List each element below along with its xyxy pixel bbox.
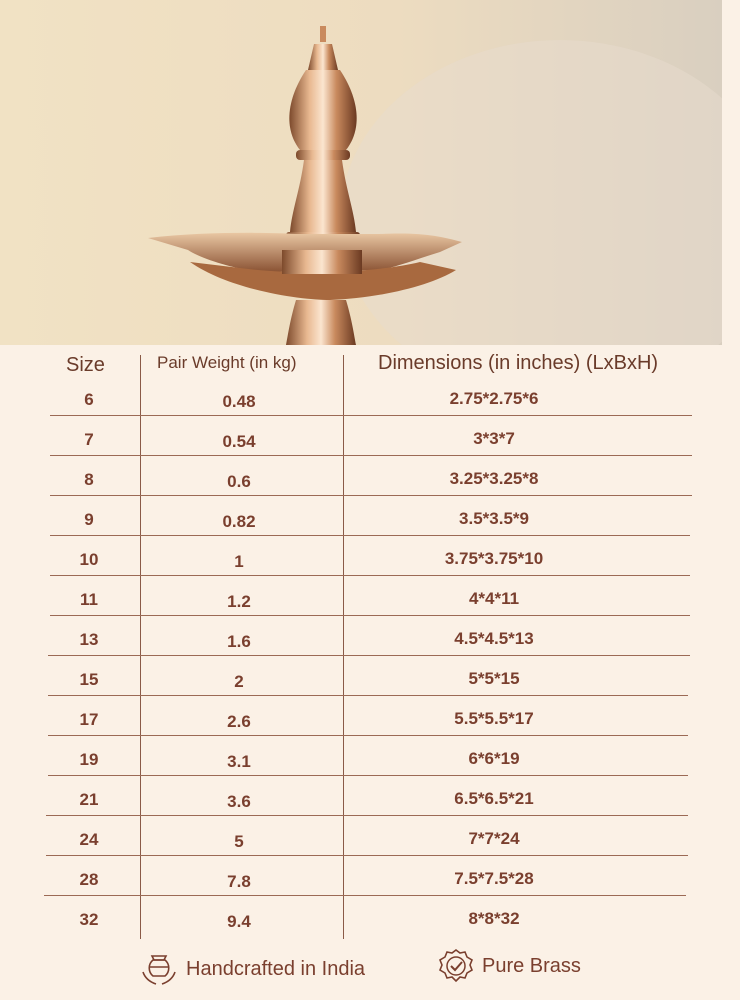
header-dimensions: Dimensions (in inches) (LxBxH) (378, 352, 659, 374)
pure-brass-badge (438, 948, 581, 984)
dimensions-cell: 3.5*3.5*9 (459, 509, 529, 528)
pot-in-hands-icon (140, 950, 178, 988)
table-row (0, 630, 740, 670)
table-row (0, 550, 740, 590)
table-row (0, 470, 740, 510)
dimensions-cell: 6*6*19 (468, 749, 520, 768)
weight-cell: 0.82 (222, 512, 256, 531)
row-divider (50, 455, 692, 456)
dimensions-cell: 3*3*7 (473, 429, 515, 448)
weight-cell: 2 (234, 672, 244, 691)
row-divider (50, 495, 692, 496)
size-cell: 13 (79, 630, 99, 649)
size-cell: 10 (79, 550, 99, 569)
footer-badges (0, 945, 740, 1000)
row-divider (46, 815, 688, 816)
row-divider (48, 695, 688, 696)
handcrafted-badge (140, 950, 365, 988)
row-divider (50, 535, 690, 536)
dimensions-cell: 8*8*32 (468, 909, 520, 928)
handcrafted-label: Handcrafted in India (186, 957, 366, 980)
dimensions-cell: 3.75*3.75*10 (444, 549, 544, 568)
size-cell: 11 (80, 590, 98, 609)
size-cell: 8 (84, 470, 94, 489)
dimensions-cell: 7*7*24 (468, 829, 520, 848)
size-cell: 28 (79, 870, 99, 889)
table-row (0, 790, 740, 830)
header-pair-weight: Pair Weight (in kg) (157, 353, 297, 372)
size-cell: 21 (79, 790, 99, 809)
weight-cell: 0.6 (227, 472, 251, 491)
table-row (0, 670, 740, 710)
check-seal-icon (438, 948, 474, 984)
weight-cell: 9.4 (227, 912, 251, 931)
weight-cell: 5 (234, 832, 244, 851)
table-row (0, 830, 740, 870)
weight-cell: 2.6 (227, 712, 251, 731)
weight-cell: 0.54 (222, 432, 256, 451)
header-size: Size (66, 354, 105, 376)
size-cell: 24 (79, 830, 99, 849)
table-row (0, 910, 740, 950)
weight-cell: 1.2 (227, 592, 251, 611)
size-cell: 7 (84, 430, 94, 449)
size-cell: 9 (84, 510, 94, 529)
weight-cell: 3.6 (227, 792, 251, 811)
table-row (0, 710, 740, 750)
weight-cell: 1 (234, 552, 244, 571)
row-divider (48, 655, 690, 656)
table-row (0, 870, 740, 910)
brass-lamp-image (0, 0, 722, 345)
size-cell: 32 (79, 910, 99, 929)
row-divider (50, 415, 692, 416)
dimensions-cell: 5.5*5.5*17 (454, 709, 534, 728)
dimensions-cell: 6.5*6.5*21 (454, 789, 534, 808)
dimensions-cell: 4.5*4.5*13 (454, 629, 534, 648)
table-row (0, 510, 740, 550)
row-divider (50, 615, 690, 616)
size-chart-table (0, 345, 740, 945)
table-row (0, 590, 740, 630)
product-photo (0, 0, 722, 345)
dimensions-cell: 5*5*15 (468, 669, 520, 688)
size-cell: 15 (79, 670, 99, 689)
size-cell: 6 (84, 390, 94, 409)
row-divider (48, 775, 688, 776)
dimensions-cell: 4*4*11 (468, 589, 520, 608)
size-cell: 19 (79, 750, 99, 769)
table-row (0, 430, 740, 470)
pure-brass-label: Pure Brass (482, 954, 581, 977)
weight-cell: 0.48 (222, 392, 256, 411)
row-divider (50, 575, 690, 576)
row-divider (46, 855, 688, 856)
row-divider (44, 895, 686, 896)
size-cell: 17 (79, 710, 99, 729)
row-divider (48, 735, 688, 736)
weight-cell: 1.6 (227, 632, 251, 651)
dimensions-cell: 2.75*2.75*6 (449, 389, 539, 408)
table-row (0, 750, 740, 790)
dimensions-cell: 3.25*3.25*8 (449, 469, 539, 488)
table-row (0, 390, 740, 430)
weight-cell: 7.8 (227, 872, 251, 891)
dimensions-cell: 7.5*7.5*28 (454, 869, 534, 888)
weight-cell: 3.1 (227, 752, 251, 771)
